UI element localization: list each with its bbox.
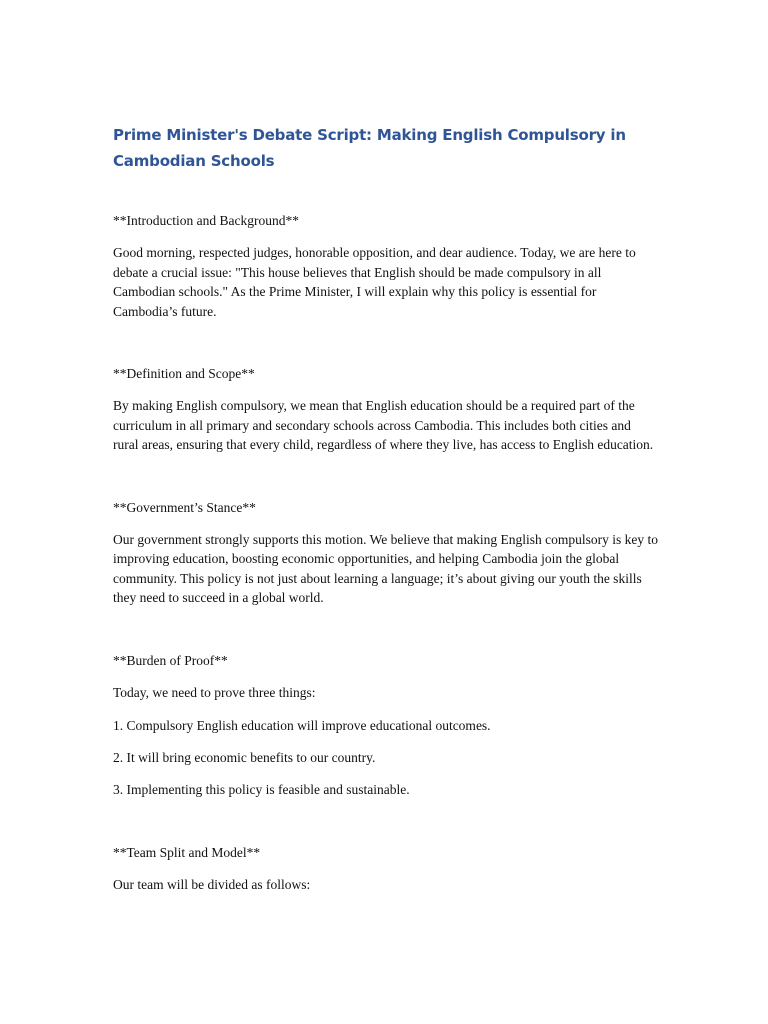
section-paragraph: Our government strongly supports this motion. We believe that making English compulsory is key to improving education, boosting economic opportunities, and helping Cambodia join the global community. This policy is not just about learning a language; it’s about giving our youth the skills they need to succeed in a global world. — [113, 532, 658, 606]
section-paragraph: Today, we need to prove three things: — [113, 685, 316, 701]
list-item: 1. Compulsory English education will improve educational outcomes. — [113, 717, 491, 733]
list-item: 3. Implementing this policy is feasible and sustainable. — [113, 782, 410, 798]
section-paragraph: Our team will be divided as follows: — [113, 877, 311, 893]
section-team-split — [113, 843, 658, 895]
section-heading: **Introduction and Background** — [113, 213, 299, 228]
section-heading: **Definition and Scope** — [113, 366, 255, 382]
section-introduction — [113, 211, 658, 321]
section-government-stance — [113, 498, 658, 608]
document-title: Prime Minister's Debate Script: Making English Compulsory in Cambodian Schools — [113, 126, 626, 170]
section-burden-of-proof — [113, 651, 658, 800]
section-heading: **Burden of Proof** — [113, 652, 228, 668]
section-heading: **Government’s Stance** — [113, 499, 256, 515]
list-item: 2. It will bring economic benefits to our country. — [113, 749, 376, 765]
section-heading: **Team Split and Model** — [113, 844, 261, 860]
section-paragraph: By making English compulsory, we mean that English education should be a required part of the curriculum in all primary and secondary schools across Cambodia. This includes both cities and rural areas, ensuring that every child, regardless of where they live, has access to English education. — [113, 398, 654, 453]
section-definition — [113, 364, 658, 455]
section-paragraph: Good morning, respected judges, honorable opposition, and dear audience. Today, we are here to debate a crucial issue: "This house believes that English should be made compulsory in all Cambodian schools." As the Prime Minister, I will explain why this policy is essential for Cambodia’s future. — [113, 245, 636, 319]
document-content — [113, 122, 658, 895]
